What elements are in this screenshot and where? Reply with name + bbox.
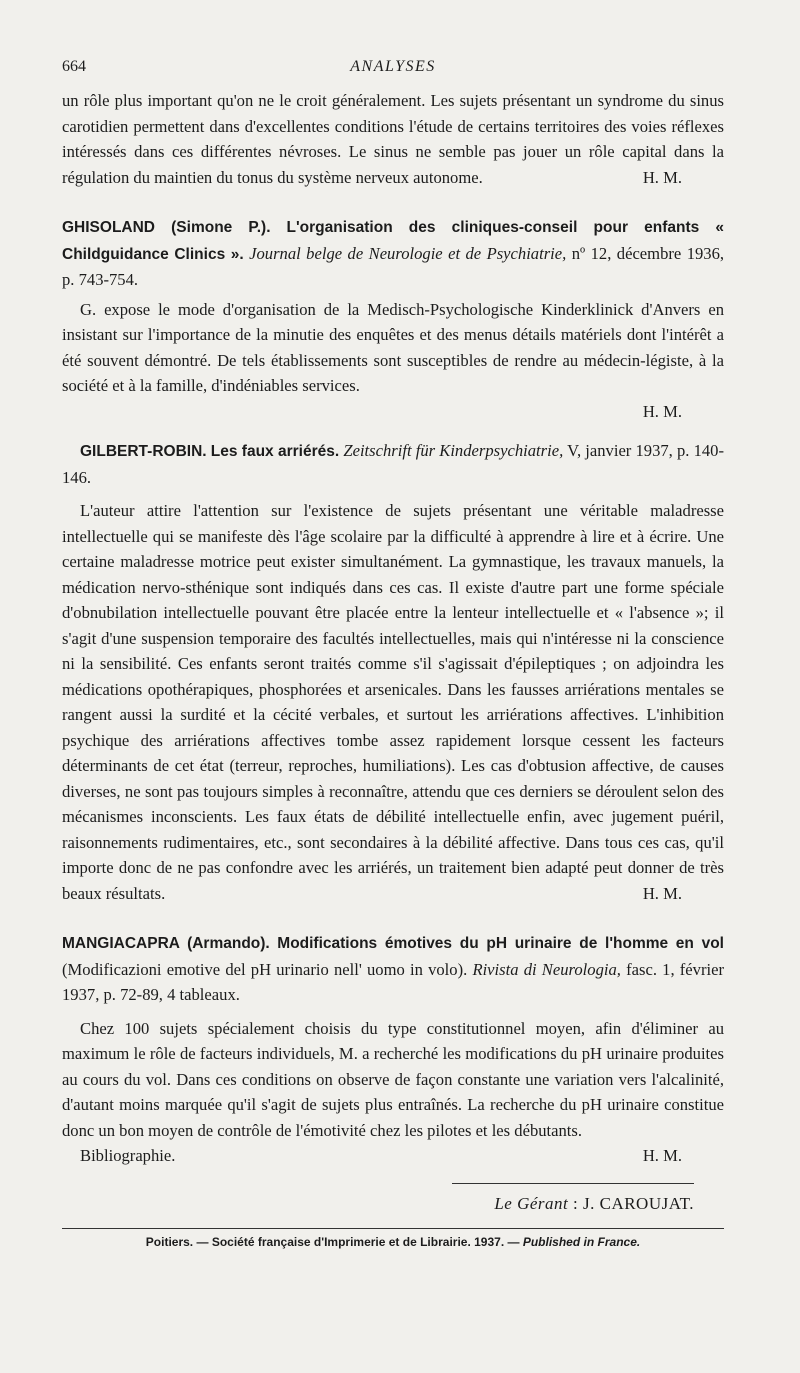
footer-printer: Société française d'Imprimerie et de Librairie. 1937. [211,1234,505,1249]
entry-citation: fasc. 1, février 1937, p. 72-89, 4 tableaux. [62,959,724,1004]
entry-journal: Journal belge de Neurologie et de Psychiatrie, [249,243,567,263]
footer-published: Published in France. [522,1234,641,1249]
entry-title: L'organisation des cliniques-conseil pour enfants « Childguidance Clinics ». [62,219,724,263]
entry-author: GILBERT-ROBIN. [80,443,207,460]
gerant-rule [452,1183,694,1184]
entry-body: L'auteur attire l'attention sur l'existence de sujets présentant une véritable maladresse intellectuelle qui se manifeste dès l'âge scolaire par la difficulté à apprendre à lire et à écrire. Une certaine maladresse motrice peut exister simultanément. La gymnastique, les travaux manuels, la médication nervo-sthénique sont indiqués dans ces cas. Il existe d'autre part une forme spéciale d'obnubilation intellectuelle pouvant être placée entre la lenteur intellectuelle et « l'absence »; il s'agit d'une suspension temporaire des facultés intellectuelles, mais qui n'intéresse ni la conscience ni la sensibilité. Ces enfants seront traités comme s'il s'agissait d'épileptiques ; on adjoindra les médications opothérapiques, phosphorées et arsenicales. Dans les fausses arriérations mentales se rangent aussi la surdité et la cécité verbales, et surtout les arriérations affectives. L'inhibition psychique des arriérations affectives tombe assez rapidement lorsque cessent les facteurs déterminants de cet état (terreur, reproches, humiliations). Les cas d'obtusion affective, de causes diverses, ne sont pas toujours simples à reconnaître, attendu que ces derniers se déroulent selon des mécanismes inconscients. Les faux états de débilité intellectuelle enfin, avec jugement puéril, raisonnements rudimentaires, etc., sont secondaires à la débilité affective. Dans tous ces cas, qu'il importe donc de ne pas confondre avec les arriérés, un traitement bien adapté peut donner de très beaux résultats. H. M. [62,498,724,906]
review-entry [62,438,724,906]
continuation-text: un rôle plus important qu'on ne le croit généralement. Les sujets présentant un syndrome du sinus carotidien permettent dans d'excellentes conditions l'étude de certains territoires des voies réflexes intéressés dans ces différentes névroses. Le sinus ne semble pas jouer un rôle capital dans la régulation du maintien du tonus du système nerveux autonome. H. M. [62,88,724,190]
footer-dash: — [507,1234,520,1249]
entry-heading [62,214,724,293]
gerant-name: J. CAROUJAT. [582,1193,694,1213]
signature: H. M. [642,883,682,903]
entry-title: Modifications émotives du pH urinaire de l'homme en vol [277,935,724,952]
entry-heading [62,930,724,1008]
entry-heading [62,438,724,490]
page-header [62,52,724,78]
footer-dash: — [196,1234,209,1249]
footer-place: Poitiers. [145,1234,194,1249]
entry-author: MANGIACAPRA (Armando). [62,935,270,952]
entry-journal: Rivista di Neurologia, [472,959,621,979]
signature: H. M. [642,401,682,421]
entry-journal: Zeitschrift für Kinderpsychiatrie, [343,441,564,460]
continuation-section [62,88,724,190]
review-entry [62,214,724,424]
gerant-separator: : [573,1193,579,1213]
page-number: 664 [62,58,86,75]
gerant-label: Le Gérant [494,1193,569,1213]
signature: H. M. [642,1146,682,1165]
entry-title: Les faux arriérés. [210,443,340,460]
entry-body: Chez 100 sujets spécialement choisis du type constitutionnel moyen, afin d'éliminer au maximum le rôle de facteurs individuels, M. a recherché les modifications du pH urinaire produites au cours du vol. Dans ces conditions on observe de façon constante une variation vers l'alcalinité, d'autant moins marquée qu'il s'agit de sujets plus entraînés. La recherche du pH urinaire constitue donc un bon moyen de contrôle de l'émotivité chez les pilotes et les débutants. [62,1018,724,1140]
entry-subtitle: (Modificazioni emotive del pH urinario nell' uomo in volo). [62,959,468,979]
imprint-footer [62,1235,724,1249]
entry-body: G. expose le mode d'organisation de la Medisch-Psychologische Kinderklinick d'Anvers en insistant sur l'importance de la minutie des enquêtes et des menus détails matériels dont l'intérêt a été souvent démontré. De tels établissements sont susceptibles de rendre au médecin-légiste, à la société et à la famille, d'indéniables services. [62,299,724,395]
journal-page [62,52,724,1249]
entry-citation: nº 12, décembre 1936, p. 743-754. [62,243,725,289]
entry-author: GHISOLAND (Simone P.). [62,219,271,236]
signature: H. M. [642,167,682,187]
gerant-line [62,1194,724,1214]
footer-rule [62,1228,724,1229]
running-head: ANALYSES [350,58,436,75]
entry-citation: V, janvier 1937, p. 140-146. [62,441,725,487]
bibliography-line: Bibliographie. H. M. [62,1143,724,1169]
review-entry [62,930,724,1169]
